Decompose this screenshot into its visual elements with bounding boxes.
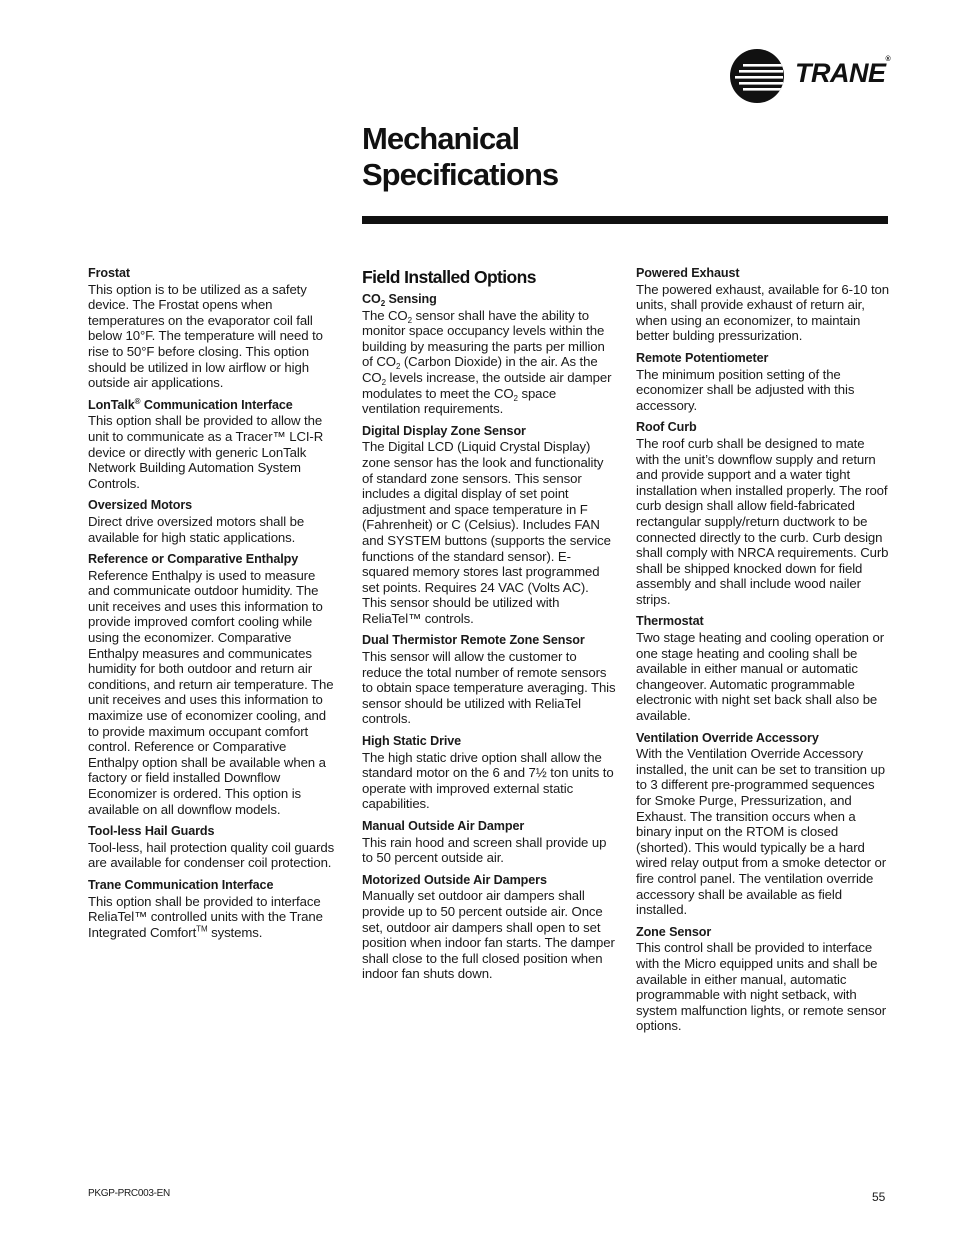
section-heading: Frostat xyxy=(88,266,130,280)
section-body: The $CO_2$ sensor shall have the ability to monitor space occupancy levels within the building by measuring the parts per million of $CO_2$ (Carbon Dioxide) in the air. As the $CO_2$ levels increase, the outside air damper modulates to meet the $CO_2$ space ventilation requirements. xyxy=(362,307,612,417)
section-body: The minimum position setting of the economizer shall be adjusted with this accessory. xyxy=(636,366,855,413)
section-heading: High Static Drive xyxy=(362,734,462,749)
section-manual-outside-air-damper xyxy=(362,819,616,866)
section-body: Reference Enthalpy is used to measure and communicate outdoor humidity. The unit receives and uses this information to provide improved comfort cooling while using the economizer. Comparative Enthalpy measures and communicates humidity for both outdoor and return air conditions, and return air temperature. The unit receives and uses this information to maximize use of economizer cooling, and to provide maximum occupant comfort control. Reference or Comparative Enthalpy option shall be available when a factory or field installed Downflow Economizer is ordered. This option is available on all downflow models. xyxy=(88,567,334,817)
section-body: This option shall be provided to allow the unit to communicate as a Tracer™ LCI-R device or directly with generic LonTalk Network Building Automation System Controls. xyxy=(88,413,324,491)
column-right xyxy=(636,266,890,1041)
section-high-static-drive xyxy=(362,734,616,812)
section-body: The Digital LCD (Liquid Crystal Display) zone sensor has the look and functionality of standard zone sensors. This sensor includes a digital display of set point adjustment and space temperature in F (Fahrenheit) or C (Celsius). Includes FAN and SYSTEM buttons (supports the service functions of the standard sensor). E-squared memory stores last programmed set points. Requires 24 VAC (Volts AC). This sensor should be utilized with ReliaTel™ controls. xyxy=(362,439,611,626)
section-heading: Roof Curb xyxy=(636,420,697,435)
section-heading: Zone Sensor xyxy=(636,924,712,939)
trane-logo xyxy=(729,48,899,104)
document-number: PKGP-PRC003-EN xyxy=(88,1188,170,1199)
section-dual-thermistor-remote-zone-sensor xyxy=(362,633,616,727)
section-powered-exhaust xyxy=(636,266,890,344)
section-zone-sensor xyxy=(636,925,890,1034)
section-trane-communication-interface xyxy=(88,878,338,940)
section-heading: Thermostat xyxy=(636,614,704,629)
section-heading: Oversized Motors xyxy=(88,498,193,513)
column-middle xyxy=(362,266,616,989)
section-heading: Motorized Outside Air Dampers xyxy=(362,872,547,887)
section-heading: Manual Outside Air Damper xyxy=(362,819,525,833)
section-heading: Powered Exhaust xyxy=(636,266,740,280)
page-title: Mechanical Specifications xyxy=(362,121,559,192)
page-number: 55 xyxy=(872,1190,886,1204)
section-heading: Digital Display Zone Sensor xyxy=(362,423,526,438)
section-heading: Ventilation Override Accessory xyxy=(636,730,819,745)
section-heading: Reference or Comparative Enthalpy xyxy=(88,552,299,567)
section-remote-potentiometer xyxy=(636,351,890,413)
section-body: Two stage heating and cooling operation or one stage heating and cooling shall be available in either manual or automatic changeover. Automatic programmable electronic with night set back shall also be available. xyxy=(636,630,885,724)
section-roof-curb xyxy=(636,420,890,607)
section-co2-sensing xyxy=(362,292,616,417)
section-body: This option shall be provided to interface ReliaTel™ controlled units with the Trane Integrated Comfort™ systems. xyxy=(88,893,323,940)
section-heading: Trane Communication Interface xyxy=(88,877,274,892)
field-installed-options-heading: Field Installed Options xyxy=(362,267,536,287)
section-body: This control shall be provided to interface with the Micro equipped units and shall be available in either manual, automatic programmable with night setback, with system malfunction lights, or remote sensor options. xyxy=(636,940,887,1034)
section-body: Tool-less, hail protection quality coil guards are available for condenser coil protection. xyxy=(88,839,335,871)
section-heading: Dual Thermistor Remote Zone Sensor xyxy=(362,633,585,648)
section-heading: Remote Potentiometer xyxy=(636,350,769,365)
section-digital-display-zone-sensor xyxy=(362,424,616,627)
section-body: This option is to be utilized as a safety device. The Frostat opens when temperatures on the evaporator coil fall below 10°F. The temperature will need to rise to 50°F before closing. This option should be utilized in low airflow or high outside air applications. xyxy=(88,281,323,391)
section-frostat xyxy=(88,266,338,391)
section-body: Direct drive oversized motors shall be available for high static applications. xyxy=(88,513,305,545)
trane-logo-mark-icon xyxy=(729,48,785,104)
section-motorized-outside-air-dampers xyxy=(362,873,616,982)
section-heading: LonTalk® Communication Interface xyxy=(88,396,293,412)
column-left xyxy=(88,266,338,947)
section-ventilation-override-accessory xyxy=(636,731,890,918)
section-tool-less-hail-guards xyxy=(88,824,338,871)
section-body: The powered exhaust, available for 6-10 ton units, shall provide exhaust of return air, when using an economizer, to maintain better bulding pressurization. xyxy=(636,281,890,344)
section-thermostat xyxy=(636,614,890,723)
section-body: This sensor will allow the customer to reduce the total number of remote sensors to obtain space temperature averaging. This sensor should be utilized with ReliaTel controls. xyxy=(362,649,616,727)
section-body: The high static drive option shall allow the standard motor on the 6 and 7½ ton units to operate with improved external static capabilities. xyxy=(362,749,614,812)
section-body: Manually set outdoor air dampers shall provide up to 50 percent outside air. Once set, outdoor air dampers shall open to set position when indoor fan starts. The damper shall close to the full closed position when indoor fan shuts down. xyxy=(362,888,615,982)
section-heading: $CO_2$ Sensing xyxy=(362,292,437,308)
trane-wordmark: TRANE® xyxy=(795,56,891,88)
section-body: The roof curb shall be designed to mate with the unit’s downflow supply and return and provide support and a water tight installation when installed properly. The roof curb design shall allow field-fabricated rectangular supply/return ductwork to be connected directly to the curb. Curb design shall comply with NRCA requirements. Curb shall be shipped knocked down for field assembly and shall include wood nailer strips. xyxy=(636,435,889,607)
section-body: With the Ventilation Override Accessory installed, the unit can be set to transition up to 3 different pre-programmed sequences for Smoke Purge, Pressurization, and Exhaust. The transition occurs when a binary input on the RTOM is closed (shorted). This would typically be a hard wired relay output from a smoke detector or fire control panel. The ventilation override accessory shall be available as field installed. xyxy=(636,746,887,918)
section-oversized-motors xyxy=(88,498,338,545)
section-reference-comparative-enthalpy xyxy=(88,552,338,817)
title-rule xyxy=(362,216,888,224)
section-body: This rain hood and screen shall provide up to 50 percent outside air. xyxy=(362,834,607,866)
section-lontalk-communication-interface xyxy=(88,398,338,492)
section-heading: Tool-less Hail Guards xyxy=(88,824,215,839)
